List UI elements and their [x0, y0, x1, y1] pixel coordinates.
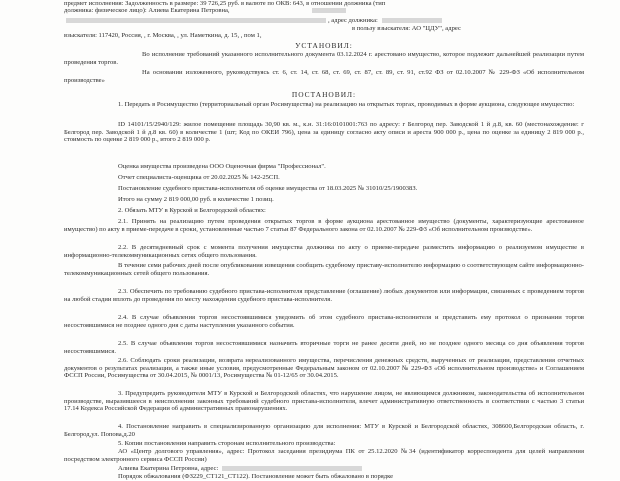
header-line-debtor: должника: физическое лицо): Алиева Екатерина Петровна, — [64, 7, 230, 14]
paragraph: Во исполнение требований указанного исполнительного документа 03.12.2024 г. арестовано имущество, которое подлежит дальнейшей реализации путем проведения торгов. — [64, 51, 584, 66]
paragraph: Отчет специалиста-оценщика от 20.02.2025 № 142-25СП. — [118, 174, 280, 181]
property-description: ID 14101/15/2940/129: жилое помещение площадь 30,90 кв. м., к.н. 31:16:0101001:763 по адресу: г Белгород пер. Заводской 1 й д.8, кв. 60 (местонахождение: г Белгород пер. Заводской 1 й д.8 кв. 60) в количестве 1 (шт; Код по ОКЕИ 796), цена за единицу согласно акту описи и ареста 900 000 р., цена по оценке за единицу 2 819 000 р., стоимость по оценке 2 819 000 р., итого 2 819 000 р. — [64, 121, 584, 144]
paragraph: 2.3. Обеспечить по требованию судебного пристава-исполнителя представление (оглашение) любых документов или информации, связанных с проведением торгов на любой стадии вплоть до проведения по месту нахождения судебного пристава-исполнителя. — [64, 288, 584, 303]
paragraph: 3. Предупредить руководителя МТУ в Курской и Белгородской областях, что нарушение лицом, не являющимся должником, законодательства об исполнительном производстве, выразившееся в неисполнении законных требований судебного пристава-исполнителя, влечет административную ответственность в соответствии с частью 3 статьи 17.14 Кодекса Российской Федерации об административных правонарушениях. — [64, 390, 584, 413]
paragraph: Итого на сумму 2 819 000,00 руб. в количестве 1 позиц. — [118, 196, 274, 203]
debtor-address-label: , адрес должника: — [328, 17, 380, 24]
paragraph: АО «Центр долгового управления», адрес: Протокол заседания президиума ПК от 25.12.2020 №34 (идентификатор корреспондента для целей направления посредством электронного сервиса ФССП России) — [64, 448, 584, 463]
paragraph: 2.2. В десятидневный срок с момента получения имущества должника по акту о приеме-передаче разместить информацию о реализуемом имуществе в информационно-телекоммуникационных сетях общего пользования. — [64, 244, 584, 259]
claimant-line: в пользу взыскателя: АО "ЦДУ", адрес — [352, 25, 461, 32]
section-heading-postanovil: ПОСТАНОВИЛ: — [291, 91, 357, 99]
paragraph: 2.1. Принять на реализацию путем проведения открытых торгов в форме аукциона арестованное имущество (документы, характеризующие арестованное имущество) по акту в приеме-передаче в сроки, установленные частью 7 статьи 87 Федерального закона от 02.10.2007 № 229-ФЗ «Об исполнительном производстве». — [64, 218, 584, 233]
paragraph: 2.4. В случае объявления торгов несостоявшимися уведомить об этом судебного пристава-исполнителя и представить ему протокол о признании торгов несостоявшимися не позднее одного дня с даты наступления указанного события. — [64, 314, 584, 329]
claimant-address: взыскателя: 117420, Россия, , г. Москва, , ул. Наметкина, д. 15, , пом 1, — [64, 32, 262, 39]
paragraph: В течение семи рабочих дней после опубликования извещения сообщить судебному приставу-исполнителю информацию о соответствующем сайте информационно-телекоммуникационных сетей общего пользования. — [64, 262, 584, 277]
paragraph: 2. Обязать МТУ в Курской и Белгородской областях: — [118, 207, 266, 214]
paragraph: Порядок обжалования (ФЗ229_СТ121_СТ122). Постановление может быть обжаловано в порядке — [118, 473, 394, 480]
paragraph: Постановление судебного пристава-исполнителя об оценке имущества от 18.03.2025 № 31010/25/190038З. — [118, 185, 418, 192]
header-line-subject: предмет исполнения: Задолженность в размере: 39 726,25 руб. в валюте по ОКВ: 643, в отношении должника (тип — [64, 0, 386, 7]
paragraph: 2.6. Соблюдать сроки реализации, возврата нереализованного имущества, перечисления денежных средств, вырученных от реализации, представления отчетных документов о результатах реализации, а также иные условия, предусмотренные Федеральным законом от 02.10.2007 № 229-ФЗ «Об исполнительном производстве» и Соглашением ФССП России, Росимущества от 30.04.2015, № 0001/13, Росимущества № 01-12/65 от 30.04.2015. — [64, 357, 584, 380]
paragraph: 5. Копии постановления направить сторонам исполнительного производства: — [118, 440, 336, 447]
section-heading-ustanovil: УСТАНОВИЛ: — [295, 42, 353, 50]
debtor-recipient-line: Алиева Екатерина Петровна, адрес: — [118, 465, 588, 473]
paragraph: Оценка имущества произведена ООО Оценочная фирма "Профессионал". — [118, 163, 326, 170]
header-line-address — [64, 17, 584, 25]
paragraph: На основании изложенного, руководствуясь ст. 6, ст. 14, ст. 68, ст. 69, ст. 87, ст. 89, ст. 91, ст.92 ФЗ от 02.10.2007 № 229-ФЗ «Об исполнительном производстве» — [64, 69, 584, 84]
paragraph: 4. Постановление направить в специализированную организацию для исполнения: МТУ в Курской и Белгородской областях, 308600,Белгородская область, г. Белгород,ул. Попова,д.20 — [64, 423, 584, 438]
paragraph: 1. Передать в Росимущество (территориальный орган Росимущества) на реализацию на открытых торгах, проводимых в форме аукциона, следующее имущество: — [118, 101, 575, 108]
paragraph: 2.5. В случае объявления торгов несостоявшимися назначить вторичные торги не ранее десяти дней, но не позднее одного месяца со дня объявления торгов несостоявшимися. — [64, 340, 584, 355]
redaction-block — [310, 7, 350, 15]
